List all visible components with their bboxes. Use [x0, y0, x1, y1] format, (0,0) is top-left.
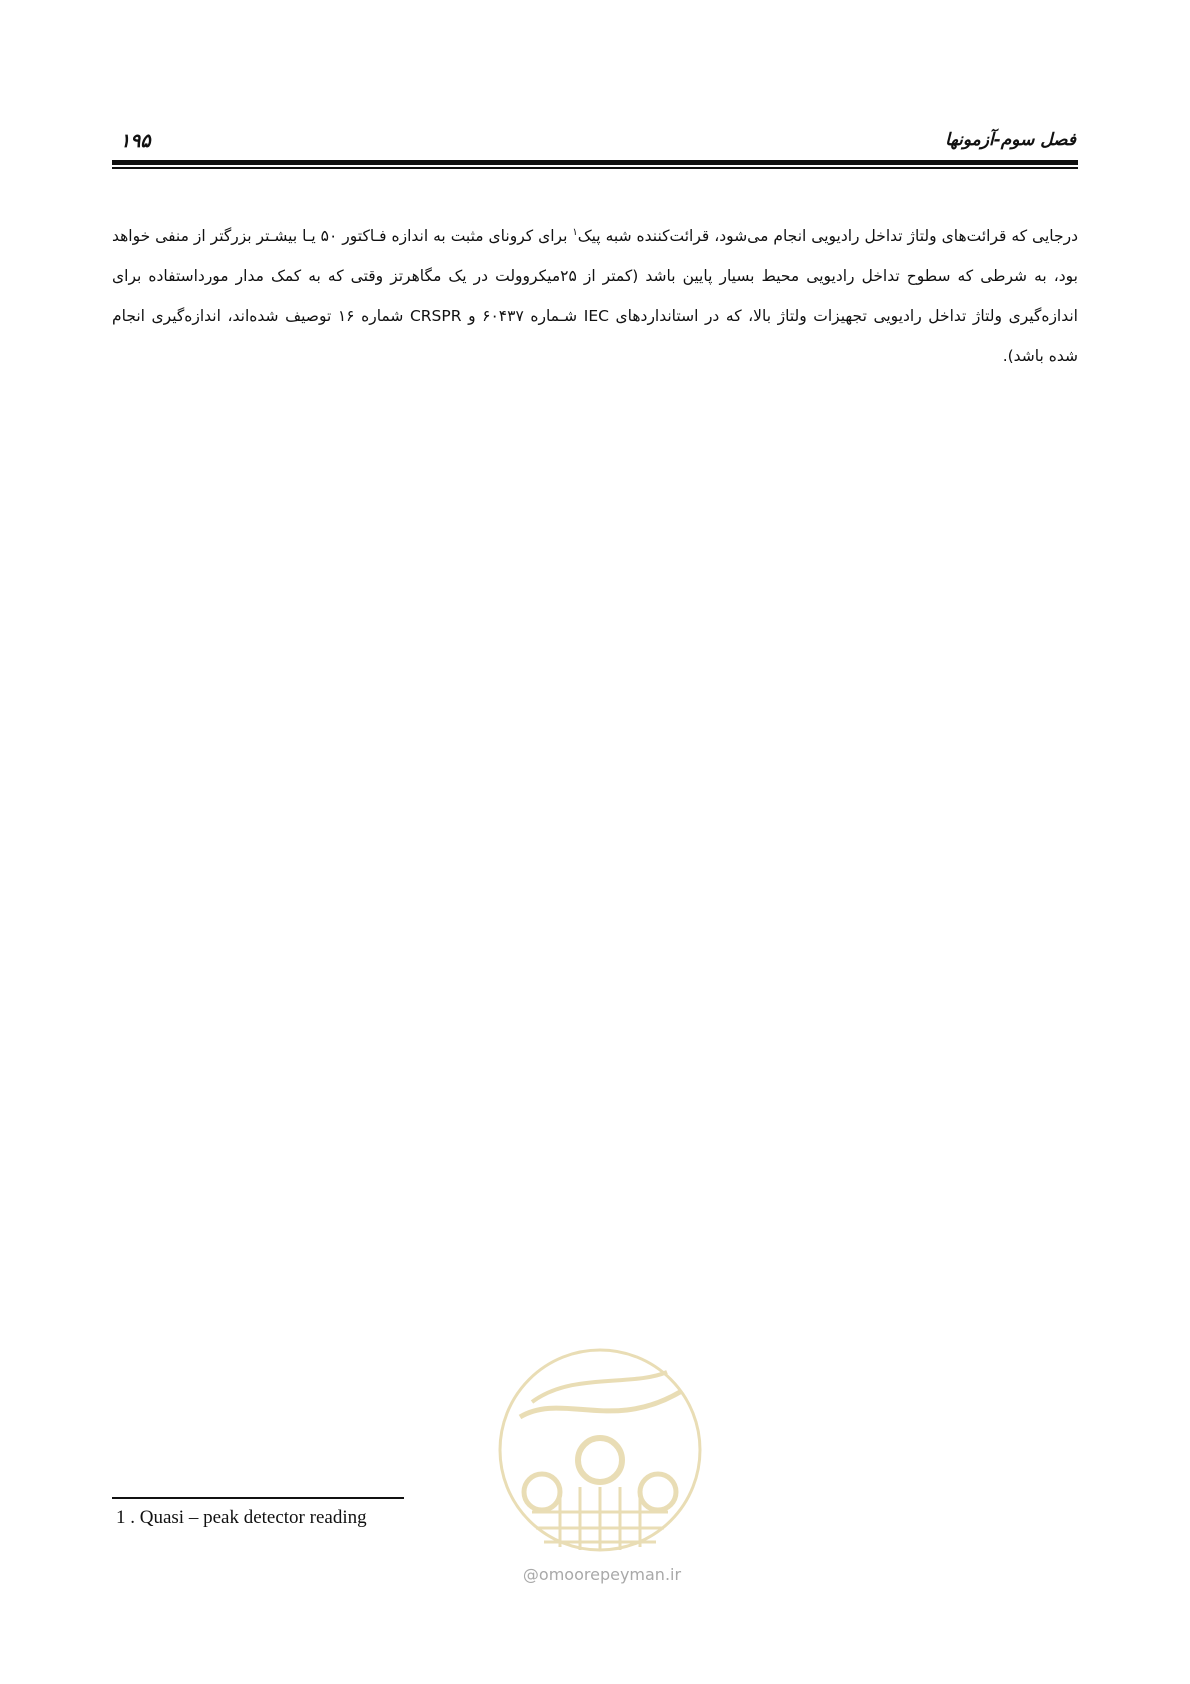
footnote: 1 . Quasi – peak detector reading — [116, 1507, 367, 1528]
header-rule-thick — [112, 160, 1078, 165]
header-rule-thin — [112, 167, 1078, 169]
footnote-rule — [112, 1497, 404, 1499]
page-number: ۱۹۵ — [120, 130, 151, 152]
watermark-url: @omoorepeyman.ir — [522, 1565, 682, 1584]
paragraph-part-1: درجایی که قرائت‌های ولتاژ تداخل رادیویی انجام می‌شود، قرائت‌کننده شبه پیک — [577, 227, 1078, 245]
watermark-logo-icon — [492, 1342, 708, 1582]
paragraph-part-2: برای کرونای مثبت به اندازه فـاکتور ۵۰ یـا بیشـتر بزرگتر از منفی خواهد بود، به شرطی که سطوح تداخل رادیویی محیط بسیار پایین باشد (کمتر از ۲۵میکروولت در یک مگاهرتز وقتی که به کمک مدار مورداستفاده برای اندازه‌گیری ولتاژ تداخل رادیویی تجهیزات ولتاژ بالا، که در استانداردهای IEC شـماره ۶۰۴۳۷ و CRSPR شماره ۱۶ توصیف شده‌اند، اندازه‌گیری انجام شده باشد). — [112, 227, 1078, 365]
chapter-title: فصل سوم-آزمونها — [945, 130, 1076, 150]
body-paragraph — [112, 216, 1078, 376]
page-header — [112, 124, 1078, 154]
footnote-marker: ۱ — [572, 226, 578, 238]
